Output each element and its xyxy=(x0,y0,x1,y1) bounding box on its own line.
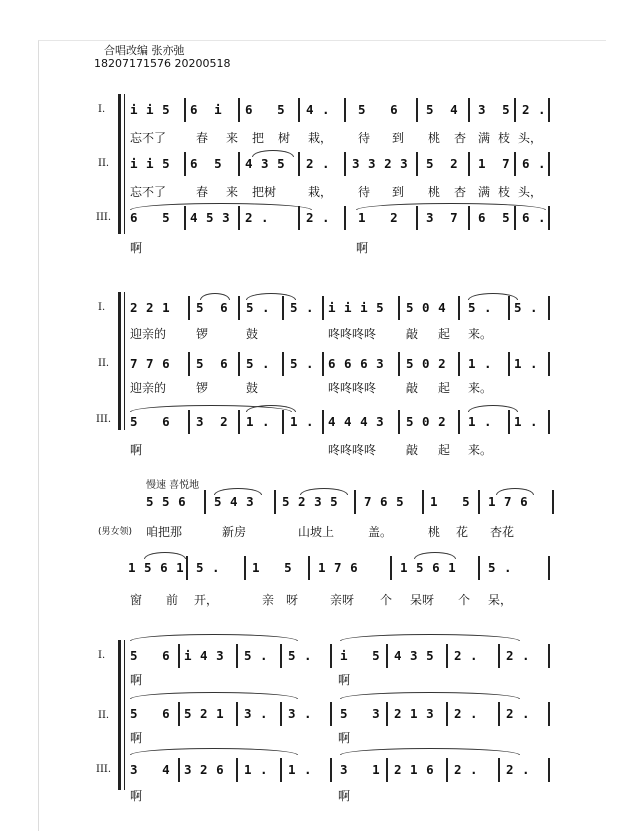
solo-lyric-1: 咱把那 xyxy=(146,525,183,539)
measure: 6 i xyxy=(190,102,223,117)
barline xyxy=(282,410,284,434)
measure: 1 . xyxy=(468,356,493,371)
part-label-2: II. xyxy=(98,158,110,169)
barline xyxy=(446,758,448,782)
measure: 2 . xyxy=(454,648,479,663)
measure: 1 . xyxy=(288,762,313,777)
barline xyxy=(446,644,448,668)
measure: 5 6 xyxy=(196,356,229,371)
barline xyxy=(548,352,550,376)
measure: 3 2 6 xyxy=(184,762,225,777)
measure: 2 . xyxy=(506,648,531,663)
s1-p1-lyric-12: 头， xyxy=(518,131,543,145)
measure: 1 7 6 xyxy=(318,560,359,575)
measure: 5 3 xyxy=(340,706,381,721)
s2-p3-lyric-2: 敲 xyxy=(406,443,419,457)
barline xyxy=(184,98,186,122)
s2-p1-lyric-4: 敲 xyxy=(406,327,419,341)
measure: 2 . xyxy=(454,706,479,721)
barline xyxy=(514,206,516,230)
barline xyxy=(422,490,424,514)
slur xyxy=(468,405,518,412)
slur xyxy=(252,150,294,157)
s2-p3-lyric-1: 咚咚咚咚 xyxy=(328,443,377,457)
arranger-credit: 合唱改编 张亦弛 xyxy=(104,44,185,57)
solo-lyric-6: 花 xyxy=(456,525,469,539)
s1-p1-lyric-6: 待 xyxy=(358,131,371,145)
barline xyxy=(508,410,510,434)
measure: 5 0 4 xyxy=(406,300,447,315)
barline xyxy=(390,556,392,580)
slur xyxy=(246,293,296,300)
s1-p1-lyric-4: 树 xyxy=(278,131,291,145)
measure: 5 0 2 xyxy=(406,356,447,371)
measure: 2 . xyxy=(506,706,531,721)
s3-p1-lyric-0: 啊 xyxy=(130,673,143,687)
measure: 2 . xyxy=(306,210,331,225)
s2-p2-lyric-2: 鼓 xyxy=(246,381,259,395)
measure: 1 7 6 xyxy=(488,494,529,509)
solo-lyric-4: 盖。 xyxy=(368,525,393,539)
s1-p1-lyric-10: 满 xyxy=(478,131,491,145)
s2-p1-lyric-1: 锣 xyxy=(196,327,209,341)
barline xyxy=(236,644,238,668)
s1-p2-lyric-7: 桃 xyxy=(428,185,441,199)
slur xyxy=(340,748,520,755)
barline xyxy=(282,296,284,320)
measure: 7 6 5 xyxy=(364,494,405,509)
measure: 6 . xyxy=(522,210,547,225)
s1-p2-lyric-10: 枝 xyxy=(498,185,511,199)
measure: 3 1 xyxy=(340,762,381,777)
barline xyxy=(298,206,300,230)
solo2-lyric-4: 呀 xyxy=(286,593,299,607)
barline xyxy=(244,556,246,580)
barline xyxy=(282,352,284,376)
slur xyxy=(200,293,230,300)
measure: 5 5 6 xyxy=(146,494,187,509)
barline xyxy=(548,758,550,782)
measure: 6 5 xyxy=(245,102,286,117)
barline xyxy=(322,352,324,376)
measure: 3 7 xyxy=(426,210,459,225)
barline xyxy=(508,352,510,376)
measure: 6 6 6 3 xyxy=(328,356,385,371)
s1-p2-lyric-3: 把树 xyxy=(252,185,277,199)
barline xyxy=(548,296,550,320)
measure: 2 . xyxy=(506,762,531,777)
measure: 2 . xyxy=(454,762,479,777)
barline xyxy=(344,152,346,176)
measure: 1 . xyxy=(514,414,539,429)
s1-p2-lyric-2: 来 xyxy=(226,185,239,199)
measure: i 5 xyxy=(340,648,381,663)
measure: 1 . xyxy=(244,762,269,777)
barline xyxy=(188,410,190,434)
barline xyxy=(498,644,500,668)
s2-p1-lyric-0: 迎亲的 xyxy=(130,327,167,341)
slur xyxy=(414,552,456,559)
s2-p3-lyric-3: 起 xyxy=(438,443,451,457)
measure: 5 6 xyxy=(130,414,171,429)
measure: 5 . xyxy=(246,356,271,371)
slur xyxy=(246,405,296,412)
measure: 5 . xyxy=(288,648,313,663)
barline xyxy=(344,98,346,122)
barline xyxy=(446,702,448,726)
barline xyxy=(330,644,332,668)
measure: 5 . xyxy=(290,356,315,371)
s3-part2-notes xyxy=(0,702,643,726)
slur xyxy=(130,634,298,641)
s2-p1-lyric-5: 起 xyxy=(438,327,451,341)
barline xyxy=(458,296,460,320)
solo-lyric-7: 杏花 xyxy=(490,525,515,539)
barline xyxy=(386,644,388,668)
barline xyxy=(178,758,180,782)
measure: 5 4 3 xyxy=(214,494,255,509)
slur xyxy=(340,634,520,641)
barline xyxy=(344,206,346,230)
barline xyxy=(548,410,550,434)
solo-lyric-2: 新房 xyxy=(222,525,247,539)
measure: 5 . xyxy=(290,300,315,315)
barline xyxy=(478,556,480,580)
barline xyxy=(398,352,400,376)
barline xyxy=(398,410,400,434)
barline xyxy=(416,152,418,176)
barline xyxy=(548,644,550,668)
barline xyxy=(508,296,510,320)
s1-p3-lyric-0: 啊 xyxy=(130,241,143,255)
barline xyxy=(308,556,310,580)
s1-p1-lyric-1: 春 xyxy=(196,131,209,145)
s1-p1-lyric-2: 来 xyxy=(226,131,239,145)
part-label-2: II. xyxy=(98,710,110,721)
measure: 1 . xyxy=(246,414,271,429)
barline xyxy=(514,152,516,176)
barline xyxy=(330,758,332,782)
s1-p1-lyric-9: 杏 xyxy=(454,131,467,145)
barline xyxy=(468,206,470,230)
s2-p1-lyric-6: 来。 xyxy=(468,327,493,341)
s2-p3-lyric-4: 来。 xyxy=(468,443,493,457)
slur xyxy=(468,293,518,300)
barline xyxy=(188,296,190,320)
measure: 3 . xyxy=(244,706,269,721)
measure: 1 5 xyxy=(430,494,471,509)
barline xyxy=(416,206,418,230)
barline xyxy=(330,702,332,726)
s3-part3-notes xyxy=(0,758,643,782)
measure: 5 . xyxy=(468,300,493,315)
measure: 5 . xyxy=(246,300,271,315)
solo2-lyric-2: 开， xyxy=(194,593,219,607)
s1-p2-lyric-11: 头， xyxy=(518,185,543,199)
s2-p2-lyric-4: 敲 xyxy=(406,381,419,395)
barline xyxy=(458,352,460,376)
measure: 1 5 6 1 xyxy=(128,560,185,575)
measure: i i 5 xyxy=(130,102,171,117)
measure: 3 2 xyxy=(196,414,229,429)
s2-p3-lyric-0: 啊 xyxy=(130,443,143,457)
measure: 5 6 xyxy=(358,102,399,117)
barline xyxy=(238,152,240,176)
slur xyxy=(300,488,348,495)
solo2-lyric-1: 前 xyxy=(166,593,179,607)
s2-p2-lyric-5: 起 xyxy=(438,381,451,395)
measure: 4 3 5 xyxy=(394,648,435,663)
s2-p2-lyric-0: 迎亲的 xyxy=(130,381,167,395)
slur xyxy=(130,203,312,210)
measure: 5 6 xyxy=(130,648,171,663)
solo2-lyric-8: 个 xyxy=(458,593,471,607)
barline xyxy=(238,206,240,230)
measure: 5 6 xyxy=(196,300,229,315)
slur xyxy=(144,552,186,559)
barline xyxy=(468,152,470,176)
s2-p2-lyric-3: 咚咚咚咚 xyxy=(328,381,377,395)
measure: 5 4 xyxy=(426,102,459,117)
s2-p2-lyric-1: 锣 xyxy=(196,381,209,395)
measure: 4 . xyxy=(306,102,331,117)
barline xyxy=(178,702,180,726)
s3-p2-lyric-0: 啊 xyxy=(130,731,143,745)
s1-p2-lyric-8: 杏 xyxy=(454,185,467,199)
measure: 1 5 6 1 xyxy=(400,560,457,575)
measure: 3 4 xyxy=(130,762,171,777)
barline xyxy=(548,556,550,580)
measure: 4 4 4 3 xyxy=(328,414,385,429)
barline xyxy=(322,410,324,434)
barline xyxy=(298,98,300,122)
solo2-lyric-0: 窗 xyxy=(130,593,143,607)
barline xyxy=(178,644,180,668)
slur xyxy=(496,488,534,495)
s1-p1-lyric-11: 枝 xyxy=(498,131,511,145)
barline xyxy=(186,556,188,580)
barline xyxy=(238,98,240,122)
slur xyxy=(214,488,262,495)
barline xyxy=(478,490,480,514)
measure: 5 . xyxy=(488,560,513,575)
measure: 5 6 xyxy=(130,706,171,721)
measure: 6 5 xyxy=(478,210,511,225)
measure: 5 2 1 xyxy=(184,706,225,721)
solo-lyric-0: (男女领) xyxy=(98,527,133,537)
barline xyxy=(416,98,418,122)
barline xyxy=(236,702,238,726)
barline xyxy=(322,296,324,320)
barline xyxy=(548,206,550,230)
measure: 6 5 xyxy=(190,156,223,171)
part-label-1: I. xyxy=(98,104,106,115)
barline xyxy=(298,152,300,176)
barline xyxy=(354,490,356,514)
measure: 1 7 xyxy=(478,156,511,171)
measure: 2 . xyxy=(522,102,547,117)
solo2-lyric-9: 呆， xyxy=(488,593,513,607)
barline xyxy=(238,352,240,376)
barline xyxy=(184,152,186,176)
s2-p2-lyric-6: 来。 xyxy=(468,381,493,395)
part-label-3: III. xyxy=(96,414,112,425)
s3-part1-notes xyxy=(0,644,643,668)
barline xyxy=(238,410,240,434)
solo2-lyric-3: 亲 xyxy=(262,593,275,607)
s1-p2-lyric-4: 栽， xyxy=(308,185,333,199)
solo2-lyric-6: 个 xyxy=(380,593,393,607)
slur xyxy=(356,203,546,210)
measure: 2 . xyxy=(306,156,331,171)
barline xyxy=(204,490,206,514)
s2-p1-lyric-3: 咚咚咚咚 xyxy=(328,327,377,341)
solo-lyric-5: 桃 xyxy=(428,525,441,539)
barline xyxy=(280,758,282,782)
solo2-lyric-5: 亲呀 xyxy=(330,593,355,607)
barline xyxy=(398,296,400,320)
solo2-lyric-7: 呆呀 xyxy=(410,593,435,607)
measure: 5 . xyxy=(196,560,221,575)
s1-p1-lyric-5: 栽， xyxy=(308,131,333,145)
slur xyxy=(340,692,520,699)
measure: 1 2 xyxy=(358,210,399,225)
measure: 7 7 6 xyxy=(130,356,171,371)
measure: 1 . xyxy=(514,356,539,371)
measure: 5 . xyxy=(244,648,269,663)
s1-p2-lyric-0: 忘不了 xyxy=(130,185,167,199)
s1-p3-lyric-1: 啊 xyxy=(356,241,369,255)
measure: 1 5 xyxy=(252,560,293,575)
measure: 1 . xyxy=(290,414,315,429)
barline xyxy=(548,98,550,122)
barline xyxy=(458,410,460,434)
measure: 6 5 xyxy=(130,210,171,225)
slur xyxy=(130,692,298,699)
measure: i 4 3 xyxy=(184,648,225,663)
measure: 3 5 xyxy=(478,102,511,117)
s1-p1-lyric-0: 忘不了 xyxy=(130,131,167,145)
measure: 4 5 3 xyxy=(190,210,231,225)
barline xyxy=(548,152,550,176)
measure: 3 . xyxy=(288,706,313,721)
barline xyxy=(184,206,186,230)
barline xyxy=(552,490,554,514)
s1-p2-lyric-9: 满 xyxy=(478,185,491,199)
measure: i i 5 xyxy=(130,156,171,171)
measure: 5 . xyxy=(514,300,539,315)
solo-line2-notes xyxy=(0,556,643,580)
barline xyxy=(514,98,516,122)
barline xyxy=(274,490,276,514)
barline xyxy=(188,352,190,376)
s3-p3-lyric-1: 啊 xyxy=(338,789,351,803)
measure: 4 3 5 xyxy=(245,156,286,171)
barline xyxy=(280,644,282,668)
measure: 2 1 3 xyxy=(394,706,435,721)
s3-p2-lyric-1: 啊 xyxy=(338,731,351,745)
barline xyxy=(498,758,500,782)
barline xyxy=(498,702,500,726)
s1-part3-notes xyxy=(0,206,643,230)
s1-part2-notes xyxy=(0,152,643,176)
s3-p3-lyric-0: 啊 xyxy=(130,789,143,803)
tempo-marking: 慢速 喜悦地 xyxy=(146,480,200,491)
measure: 2 1 6 xyxy=(394,762,435,777)
part-label-3: III. xyxy=(96,764,112,775)
s1-p2-lyric-1: 春 xyxy=(196,185,209,199)
part-label-2: II. xyxy=(98,358,110,369)
slur xyxy=(130,748,298,755)
measure: 5 2 3 5 xyxy=(282,494,339,509)
part-label-3: III. xyxy=(96,212,112,223)
barline xyxy=(238,296,240,320)
s1-p2-lyric-5: 待 xyxy=(358,185,371,199)
s2-p1-lyric-2: 鼓 xyxy=(246,327,259,341)
measure: 6 . xyxy=(522,156,547,171)
measure: 3 3 2 3 xyxy=(352,156,409,171)
barline xyxy=(280,702,282,726)
barline xyxy=(548,702,550,726)
contact-date: 18207171576 20200518 xyxy=(94,57,231,70)
part-label-1: I. xyxy=(98,650,106,661)
s3-p1-lyric-1: 啊 xyxy=(338,673,351,687)
s1-p1-lyric-3: 把 xyxy=(252,131,265,145)
s1-p1-lyric-8: 桃 xyxy=(428,131,441,145)
measure: 2 2 1 xyxy=(130,300,171,315)
solo-lyric-3: 山坡上 xyxy=(298,525,335,539)
measure: 5 0 2 xyxy=(406,414,447,429)
measure: 1 . xyxy=(468,414,493,429)
s1-part1-notes xyxy=(0,98,643,122)
barline xyxy=(236,758,238,782)
barline xyxy=(386,702,388,726)
part-label-1: I. xyxy=(98,302,106,313)
barline xyxy=(386,758,388,782)
s1-p1-lyric-7: 到 xyxy=(392,131,405,145)
barline xyxy=(468,98,470,122)
measure: i i i 5 xyxy=(328,300,385,315)
s1-p2-lyric-6: 到 xyxy=(392,185,405,199)
measure: 5 2 xyxy=(426,156,459,171)
measure: 2 . xyxy=(245,210,270,225)
